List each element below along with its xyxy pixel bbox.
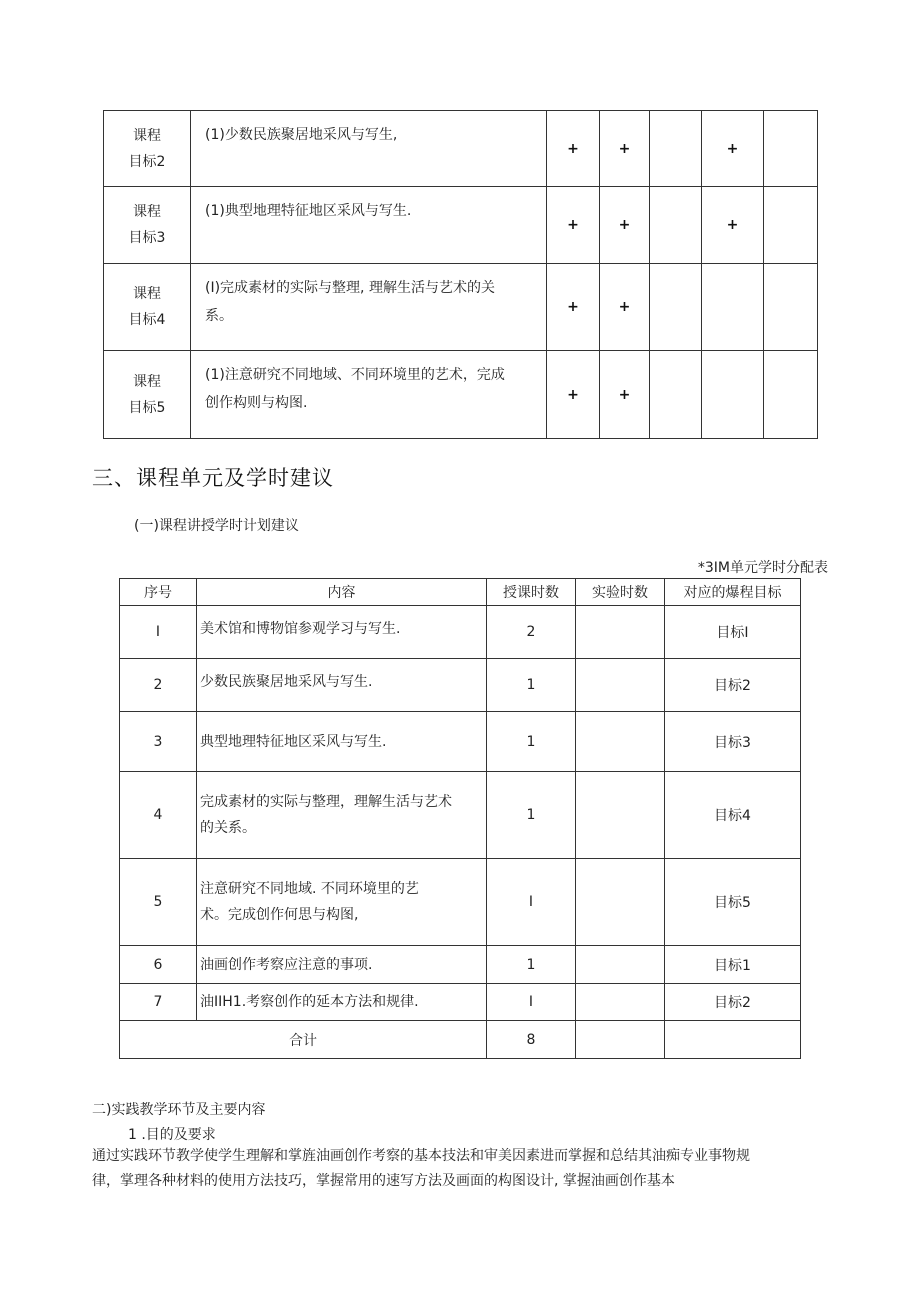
objective-label (104, 264, 191, 351)
table-row (120, 712, 801, 772)
objective-label-line2: 目标4 (128, 312, 166, 328)
row-lecture-hours: I (487, 984, 576, 1021)
objective-mark: + (547, 187, 600, 264)
objective-mark: + (702, 111, 764, 187)
section3-title: 三、课程单元及学时建议 (92, 466, 334, 490)
total-lab-hours (576, 1021, 665, 1059)
subsection2-title: 二)实践教学环节及主要内容 (92, 1102, 266, 1118)
objective-mark: + (702, 187, 764, 264)
row-content (197, 712, 487, 772)
row-no: 7 (120, 984, 197, 1021)
objective-mark: + (547, 264, 600, 351)
objective-text (191, 264, 547, 351)
objective-mark: + (600, 351, 650, 439)
objective-mark (702, 351, 764, 439)
objective-mark: + (600, 111, 650, 187)
table-row (120, 984, 801, 1021)
row-lab-hours (576, 984, 665, 1021)
objective-text-line2: 系。 (205, 308, 233, 324)
row-no: 6 (120, 946, 197, 984)
objective-label-line1: 课程 (133, 127, 161, 144)
row-goal: 目标2 (665, 659, 801, 712)
objective-mark (764, 187, 818, 264)
row-content-line1: 完成素材的实际与整理，理解生活与艺术 (200, 794, 452, 810)
row-goal: 目标2 (665, 984, 801, 1021)
objective-label (104, 351, 191, 439)
row-content-line1: 油画创作考察应注意的事项. (200, 956, 373, 973)
objective-label-line2: 目标3 (128, 230, 166, 246)
row-content-line1: 少数民族聚居地采风与写生. (200, 674, 373, 690)
row-goal: 目标I (665, 606, 801, 659)
row-lecture-hours: I (487, 859, 576, 946)
row-lab-hours (576, 772, 665, 859)
row-no: 5 (120, 859, 197, 946)
objective-text (191, 351, 547, 439)
row-lecture-hours: 2 (487, 606, 576, 659)
objective-mark: + (600, 264, 650, 351)
row-goal: 目标5 (665, 859, 801, 946)
objective-label (104, 111, 191, 187)
body-line-2: 律，掌理各种材料的使用方法技巧，掌握常用的速写方法及画面的构图设计, 掌握油画创作基本 (92, 1173, 675, 1189)
row-content-line1: 油IIH1.考察创作的延本方法和规律. (200, 994, 419, 1010)
unit-hours-table (119, 578, 801, 1059)
row-no: 3 (120, 712, 197, 772)
row-lab-hours (576, 946, 665, 984)
row-content-line1: 美术馆和博物馆参观学习与写生. (200, 621, 401, 637)
objective-label-line1: 课程 (133, 373, 161, 390)
row-lecture-hours: 1 (487, 659, 576, 712)
table-row (120, 659, 801, 712)
objective-label-line1: 课程 (133, 286, 161, 302)
row-content (197, 984, 487, 1021)
row-no: 4 (120, 772, 197, 859)
objective-mark (764, 351, 818, 439)
objective-text-line1: (I)完成素材的实际与整理, 理解生活与艺术的关 (205, 280, 495, 296)
objective-mark (650, 111, 702, 187)
objective-mark: + (600, 187, 650, 264)
row-lab-hours (576, 712, 665, 772)
row-content-line1: 注意研究不同地域. 不同环境里的艺 (200, 881, 419, 897)
row-no: 2 (120, 659, 197, 712)
objective-mark: + (547, 351, 600, 439)
row-lecture-hours: 1 (487, 946, 576, 984)
objective-row (104, 351, 818, 439)
body-line-1: 通过实践环节教学使学生理解和掌旌油画创作考察的基本技法和审美因素进而掌握和总结其油痴专业事物规 (92, 1148, 750, 1164)
row-content (197, 772, 487, 859)
subsection1-title: (一)课程讲授学时计划建议 (134, 518, 299, 534)
row-goal: 目标4 (665, 772, 801, 859)
objective-row (104, 264, 818, 351)
table-row (120, 606, 801, 659)
item1-title: 1 .目的及要求 (128, 1127, 216, 1143)
header-no: 序号 (120, 579, 197, 606)
header-lecture: 授课时数 (487, 579, 576, 606)
row-content (197, 946, 487, 984)
objective-mark (650, 187, 702, 264)
total-lecture-hours: 8 (487, 1021, 576, 1059)
objective-row (104, 187, 818, 264)
row-content-line1: 典型地理特征地区采风与写生. (200, 733, 387, 750)
objective-text (191, 187, 547, 264)
row-lab-hours (576, 659, 665, 712)
row-lecture-hours: 1 (487, 712, 576, 772)
table-row (120, 946, 801, 984)
total-label: 合计 (120, 1021, 487, 1059)
objective-text (191, 111, 547, 187)
table-row (120, 772, 801, 859)
header-content: 内容 (197, 579, 487, 606)
row-content-line2: 的关系。 (200, 820, 256, 836)
row-content (197, 659, 487, 712)
objective-mark (650, 264, 702, 351)
table-caption: *3IM单元学时分配表 (697, 560, 828, 576)
objective-text-line1: (1)注意研究不同地域、不同环境里的艺术，完成 (205, 367, 505, 383)
row-content-line2: 术。完成创作何思与构图, (200, 907, 359, 923)
table-row (120, 859, 801, 946)
row-lab-hours (576, 606, 665, 659)
row-goal: 目标1 (665, 946, 801, 984)
objective-text-line1: (1)少数民族聚居地采风与写生, (205, 127, 398, 143)
objective-mark (764, 111, 818, 187)
table-total-row (120, 1021, 801, 1059)
objective-mark (650, 351, 702, 439)
row-content (197, 859, 487, 946)
header-lab: 实验时数 (576, 579, 665, 606)
row-lecture-hours: 1 (487, 772, 576, 859)
row-goal: 目标3 (665, 712, 801, 772)
objective-text-line2: 创作构则与构图. (205, 395, 308, 411)
objective-row (104, 111, 818, 187)
objective-label-line1: 课程 (133, 204, 161, 220)
objectives-table (103, 110, 818, 439)
objective-mark (764, 264, 818, 351)
row-content (197, 606, 487, 659)
row-no: I (120, 606, 197, 659)
total-goal (665, 1021, 801, 1059)
unit-table-header (120, 579, 801, 606)
objective-label-line2: 目标5 (128, 399, 166, 416)
row-lab-hours (576, 859, 665, 946)
header-goal: 对应的爆程目标 (665, 579, 801, 606)
objective-label (104, 187, 191, 264)
objective-text-line1: (1)典型地理特征地区采风与写生. (205, 203, 412, 219)
objective-mark (702, 264, 764, 351)
objective-label-line2: 目标2 (128, 153, 166, 170)
objective-mark: + (547, 111, 600, 187)
